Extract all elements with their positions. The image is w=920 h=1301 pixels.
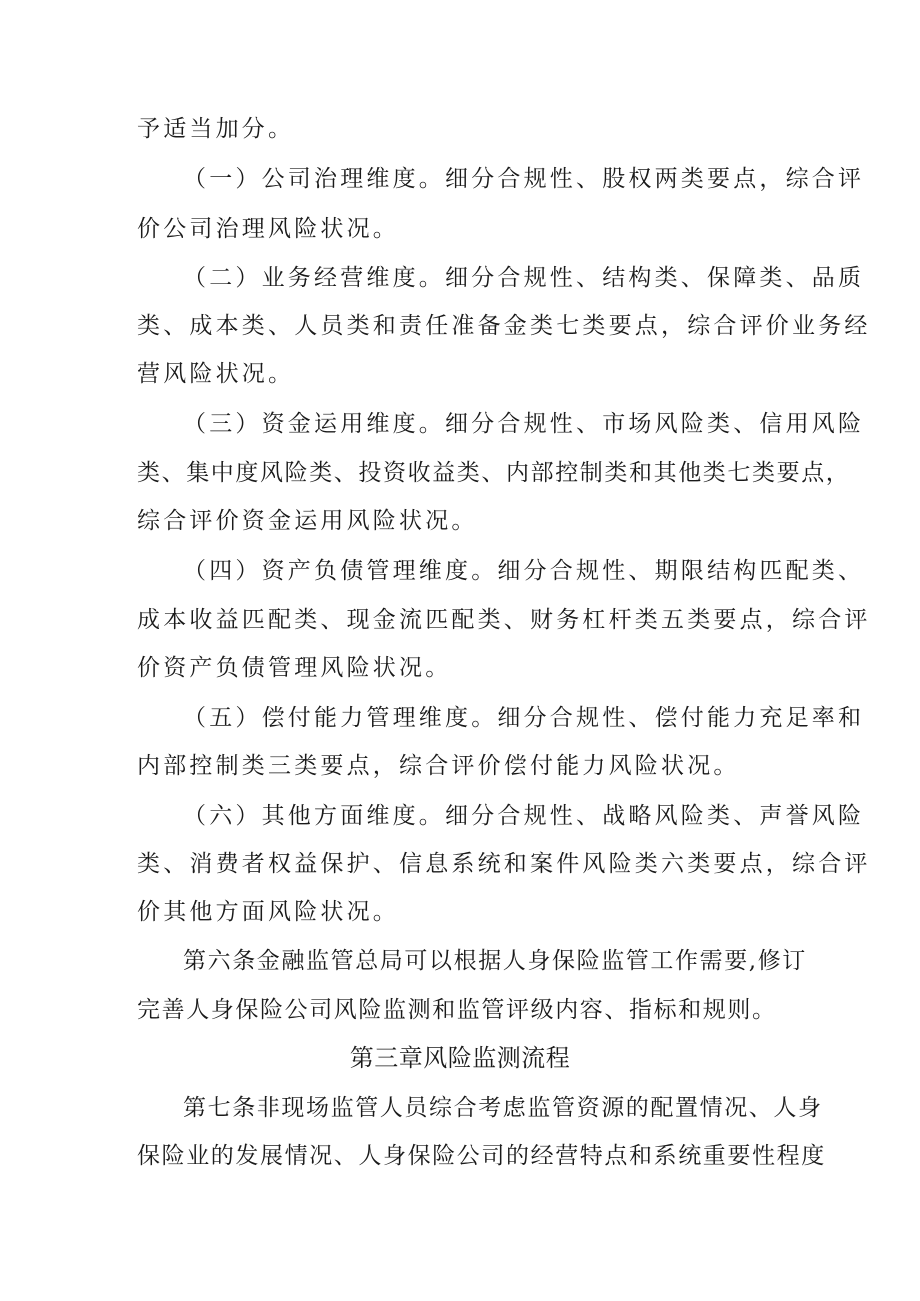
text-line: 类、集中度风险类、投资收益类、内部控制类和其他类七类要点， (137, 460, 851, 486)
text-line: 完善人身保险公司风险监测和监管评级内容、指标和规则。 (137, 997, 777, 1023)
text-line: 内部控制类三类要点，综合评价偿付能力风险状况。 (137, 753, 740, 779)
text-line: 予适当加分。 (137, 116, 295, 142)
text-line: 保险业的发展情况、人身保险公司的经营特点和系统重要性程度 (137, 1143, 826, 1169)
text-line: （四）资产负债管理维度。细分合规性、期限结构匹配类、 (183, 558, 865, 584)
text-line: 类、成本类、人员类和责任准备金类七类要点，综合评价业务经 (137, 313, 871, 339)
text-line: （六）其他方面维度。细分合规性、战略风险类、声誉风险 (183, 803, 865, 829)
text-line: 类、消费者权益保护、信息系统和案件风险类六类要点，综合评 (137, 851, 871, 877)
text-line: （一）公司治理维度。细分合规性、股权两类要点，综合评 (183, 166, 865, 192)
text-line: 第六条金融监管总局可以根据人身保险监管工作需要,修订 (183, 948, 807, 974)
text-line: （五）偿付能力管理维度。细分合规性、偿付能力充足率和 (183, 705, 865, 731)
text-line: 成本收益匹配类、现金流匹配类、财务杠杆类五类要点，综合评 (137, 607, 871, 633)
text-line: 营风险状况。 (137, 361, 295, 387)
text-line: 综合评价资金运用风险状况。 (137, 508, 478, 534)
text-line: （二）业务经营维度。细分合规性、结构类、保障类、品质 (183, 265, 865, 291)
text-line: 价公司治理风险状况。 (137, 216, 399, 242)
text-line: 价资产负债管理风险状况。 (137, 655, 452, 681)
text-line: 价其他方面风险状况。 (137, 899, 399, 925)
chapter-heading: 第三章风险监测流程 (349, 1044, 571, 1072)
text-line: （三）资金运用维度。细分合规性、市场风险类、信用风险 (183, 411, 865, 437)
text-line: 第七条非现场监管人员综合考虑监管资源的配置情况、人身 (183, 1095, 823, 1121)
